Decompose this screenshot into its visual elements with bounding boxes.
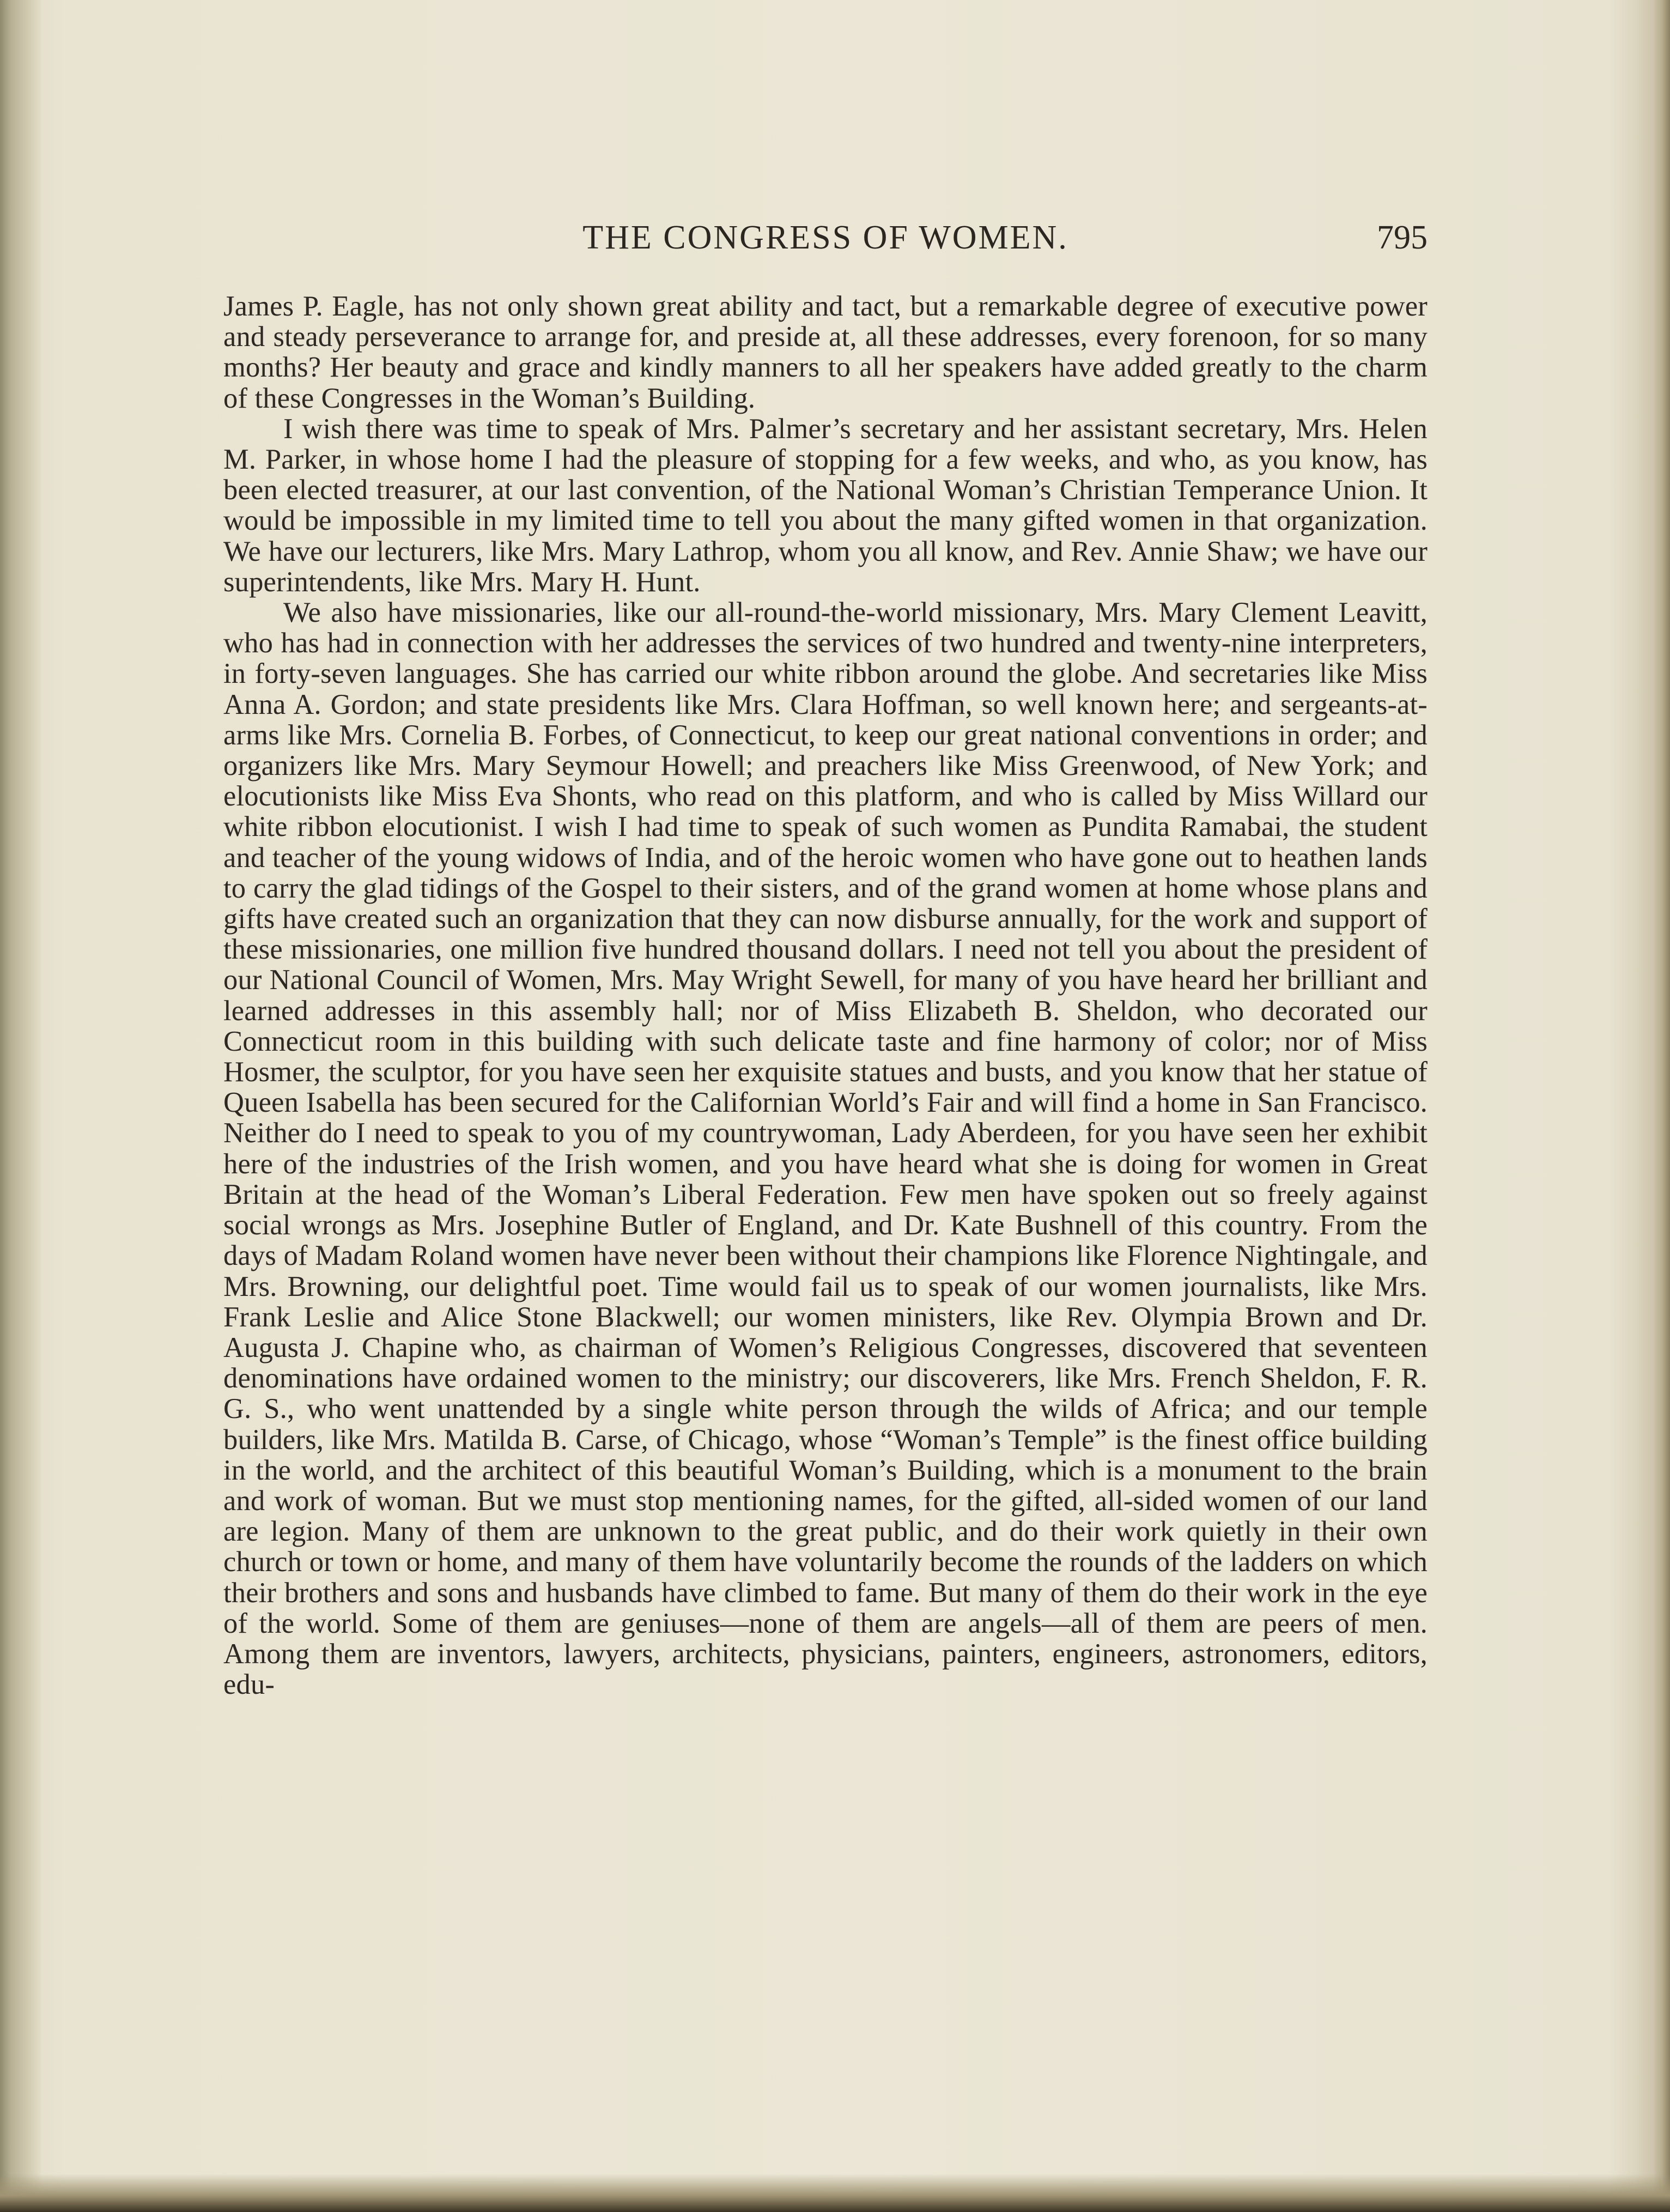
- page-number: 795: [1377, 219, 1428, 256]
- paragraph-missionaries: We also have missionaries, like our all-round-the-world missionary, Mrs. Mary Clement Leavitt, who has had in connection with her addresses the services of two hundred and twenty-nine interpreters, in forty-seven languages. She has carried our white ribbon around the globe. And secretaries like Miss Anna A. Gordon; and state presidents like Mrs. Clara Hoffman, so well known here; and sergeants-at-arms like Mrs. Cornelia B. Forbes, of Connecticut, to keep our great national conventions in order; and organizers like Mrs. Mary Seymour Howell; and preachers like Miss Greenwood, of New York; and elocutionists like Miss Eva Shonts, who read on this platform, and who is called by Miss Willard our white ribbon elocutionist. I wish I had time to speak of such women as Pundita Ramabai, the student and teacher of the young widows of India, and of the heroic women who have gone out to heathen lands to carry the glad tidings of the Gospel to their sisters, and of the grand women at home whose plans and gifts have created such an organization that they can now disburse annually, for the work and support of these missionaries, one million five hundred thousand dollars. I need not tell you about the president of our National Council of Women, Mrs. May Wright Sewell, for many of you have heard her brilliant and learned addresses in this assembly hall; nor of Miss Elizabeth B. Sheldon, who decorated our Connecticut room in this building with such delicate taste and fine harmony of color; nor of Miss Hosmer, the sculptor, for you have seen her exquisite statues and busts, and you know that her statue of Queen Isabella has been secured for the Californian World’s Fair and will find a home in San Francisco. Neither do I need to speak to you of my countrywoman, Lady Aberdeen, for you have seen her exhibit here of the industries of the Irish women, and you have heard what she is doing for women in Great Britain at the head of the Woman’s Liberal Federation. Few men have spoken out so freely against social wrongs as Mrs. Josephine Butler of England, and Dr. Kate Bushnell of this country. From the days of Madam Roland women have never been without their champions like Florence Nightingale, and Mrs. Browning, our delightful poet. Time would fail us to speak of our women journalists, like Mrs. Frank Leslie and Alice Stone Blackwell; our women ministers, like Rev. Olympia Brown and Dr. Augusta J. Chapine who, as chairman of Women’s Religious Congresses, discovered that seventeen denominations have ordained women to the ministry; our discoverers, like Mrs. French Sheldon, F. R. G. S., who went unattended by a single white person through the wilds of Africa; and our temple builders, like Mrs. Matilda B. Carse, of Chicago, whose “Woman’s Temple” is the finest office building in the world, and the architect of this beautiful Woman’s Building, which is a monument to the brain and work of woman. But we must stop mentioning names, for the gifted, all-sided women of our land are legion. Many of them are unknown to the great public, and do their work quietly in their own church or town or home, and many of them have voluntarily become the rounds of the ladders on which their brothers and sons and husbands have climbed to fame. But many of them do their work in the eye of the world. Some of them are geniuses—none of them are angels—all of them are peers of men. Among them are inventors, lawyers, architects, physicians, painters, engineers, astronomers, editors, edu-: [223, 597, 1428, 1701]
- page-edge: [1654, 0, 1670, 2212]
- page-bottom-edge: [0, 2174, 1670, 2212]
- paragraph-secretary: I wish there was time to speak of Mrs. Palmer’s secretary and her assistant secretary, Mrs. Helen M. Parker, in whose home I had the pleasure of stopping for a few weeks, and who, as you know, has been elected treasurer, at our last convention, of the National Woman’s Christian Temperance Union. It would be impossible in my limited time to tell you about the many gifted women in that organization. We have our lecturers, like Mrs. Mary Lathrop, whom you all know, and Rev. Annie Shaw; we have our superintendents, like Mrs. Mary H. Hunt.: [223, 413, 1428, 598]
- body-text: [223, 291, 1428, 1700]
- paragraph-continued: James P. Eagle, has not only shown great ability and tact, but a remarkable degree of executive power and steady perseverance to arrange for, and preside at, all these addresses, every forenoon, for so many months? Her beauty and grace and kindly manners to all her speakers have added greatly to the charm of these Congresses in the Woman’s Building.: [223, 290, 1428, 414]
- running-head: THE CONGRESS OF WOMEN.: [582, 219, 1068, 256]
- page-header: [223, 216, 1428, 259]
- page-binding-shadow: [0, 0, 42, 2212]
